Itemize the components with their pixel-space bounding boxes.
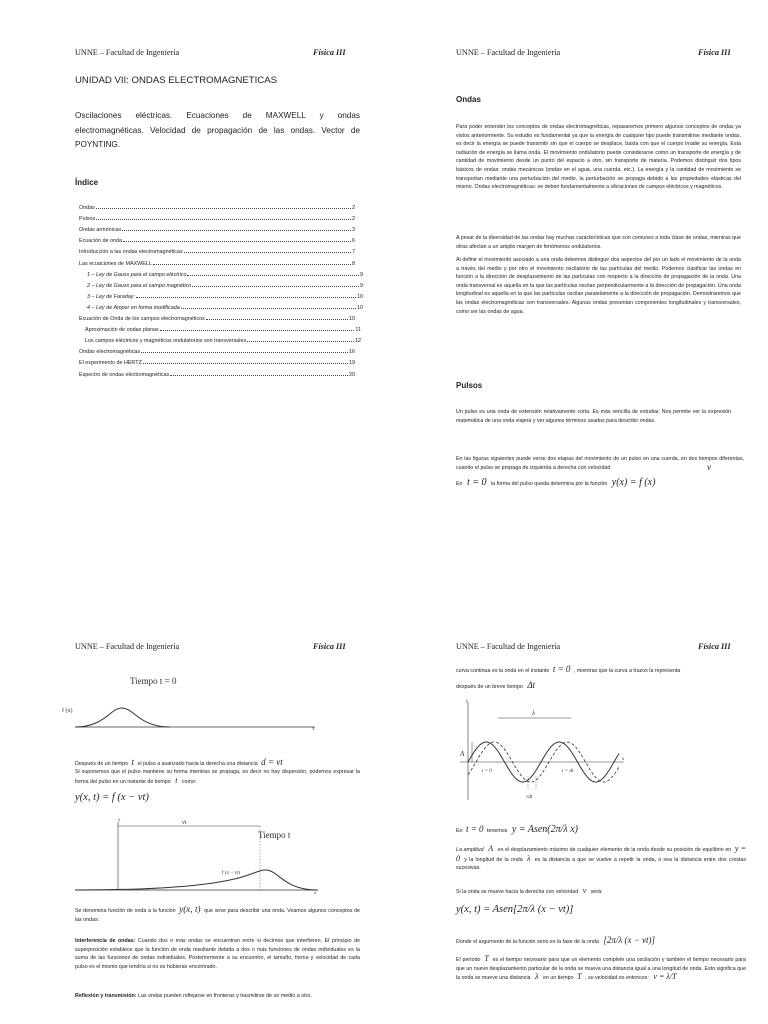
fig1-title: Tiempo t = 0 <box>130 676 177 686</box>
index-leader-dots <box>206 319 348 320</box>
index-leader-dots <box>96 208 351 209</box>
index-row[interactable] <box>79 205 355 211</box>
text-amplitud3: es la distancia a que se vuelve a repetir la onda, o sea la distancia entre dos crestas sucesivas. <box>456 856 746 872</box>
index-leader-dots <box>141 352 348 353</box>
text-move2: será: <box>590 889 603 895</box>
label-interferencia: Interferencia de ondas: <box>75 938 136 944</box>
header-right: Física III <box>313 642 346 651</box>
index-row[interactable] <box>79 261 355 267</box>
text-period4: , su velocidad es entonces: <box>585 975 649 982</box>
fig2-vt: vt <box>182 820 187 826</box>
text-forma: la forma del pulso queda determina por la función <box>490 481 608 487</box>
index-entry-page: 10 <box>357 293 363 300</box>
formula-yxt-small: y(x, t) <box>179 904 201 914</box>
formula-y0: y = 0 <box>456 844 746 863</box>
p3-line2 <box>75 768 360 786</box>
label-reflexion: Reflexión y transmisión: <box>75 993 137 999</box>
index-entry-text: Introducción a las ondas electromagnéticas <box>79 249 183 256</box>
index-entry-page: 7 <box>352 249 355 256</box>
index-leader-dots <box>170 375 348 376</box>
index-row[interactable] <box>79 227 355 233</box>
formula-yx: y(x) = f (x) <box>611 477 656 488</box>
heading-ondas: Ondas <box>456 95 481 104</box>
index-row[interactable] <box>79 294 363 300</box>
var-T2: T <box>577 972 582 982</box>
index-row[interactable] <box>79 349 355 355</box>
p4-line1 <box>456 664 680 674</box>
fig-vdt: vΔt <box>526 795 533 800</box>
index-title: Índice <box>75 178 99 187</box>
text-amplitud: es el desplazamiento máximo de cualquier elemento de la onda desde su posición de equilibrio en <box>497 847 732 853</box>
pulsos-line3 <box>456 477 655 488</box>
p4-move <box>456 886 603 895</box>
index-entry-text: El experimento de HERTZ <box>79 360 142 367</box>
index-row[interactable] <box>79 216 355 222</box>
index-row[interactable] <box>79 372 355 378</box>
header-left: UNNE – Facultad de Ingeniería <box>75 48 180 57</box>
text-avanzado: el pulso a avanzado hacia la derecha una distancia <box>137 761 258 767</box>
index-entry-text: Espectro de ondas electromagnéticas <box>79 371 170 378</box>
pulsos-paragraph-1: Un pulso es una onda de extensión relativamente corta. Es más sencilla de estudiar. Nos permite ver la expresión matemática de una onda viajera y ver algunos términos usados para describir ondas. <box>456 409 731 424</box>
var-t2: t <box>175 775 178 785</box>
formula-eq2: y(x, t) = Asen[2π/λ (x − vt)] <box>456 904 574 915</box>
index-row[interactable] <box>79 272 363 278</box>
fig-t0: t = 0 <box>482 769 492 774</box>
p3-funcion <box>75 905 360 924</box>
index-leader-dots <box>247 341 354 342</box>
unit-intro: Oscilaciones eléctricas. Ecuaciones de MAXWELL y ondas electromagnéticas. Velocidad de propagación de las ondas. Vector de POYNTING. <box>75 111 360 149</box>
index-leader-dots <box>187 275 359 276</box>
index-row[interactable] <box>79 249 355 255</box>
header-right: Física III <box>313 48 346 57</box>
fig2-fx: f (x − vt) <box>222 871 240 876</box>
pulsos-v: v <box>707 462 711 472</box>
index-entry-text: Ondas electromagnéticas <box>79 349 141 356</box>
p4-period <box>456 955 746 983</box>
text-period3: en un tiempo <box>542 975 574 982</box>
pulse-figure-t0 <box>60 662 330 742</box>
fig2-x: x <box>314 891 317 896</box>
p4-line2 <box>456 680 535 690</box>
text-interferencia: Cuando dos o más ondas se encuentran entre si decimos que interfieren. El principio de superposición establece que la función de onda resultante debida a dos o más funciones de ondas individuales es la suma de las funciones de ondas individuales. Posteriormente a su encuentro, el tamaño, forma y velocidad de cada pulso es el mismo que tendría si no se hubieran encontrado. <box>75 938 360 970</box>
page-4 <box>384 512 768 1024</box>
index-entry-page: 6 <box>352 238 355 245</box>
index-entry-page: 3 <box>352 227 355 234</box>
index-leader-dots <box>153 264 351 265</box>
index-row[interactable] <box>79 283 363 289</box>
index-row[interactable] <box>79 327 361 333</box>
index-leader-dots <box>136 297 356 298</box>
index-leader-dots <box>96 219 351 220</box>
formula-t0: t = 0 <box>552 664 571 674</box>
var-T: T <box>484 954 489 963</box>
index-entry-page: 12 <box>355 338 361 345</box>
header-left: UNNE – Facultad de Ingeniería <box>75 642 180 651</box>
fig-tdt: t = Δt <box>562 769 574 774</box>
text-tenemos: tenemos <box>487 828 508 834</box>
formula-eq1: y = Asen(2π/λ x) <box>511 824 579 835</box>
text-period2: es el tiempo necesario para que un elemento complete una oscilación y también el tiempo necesario para que un nuevo desplazamiento particular de la onda se mueva una distancia igual a una longitud de onda. Esto significa que la onda se mueve una distancia <box>456 957 747 982</box>
var-v: v <box>582 886 587 895</box>
text-trazos: , mientras que la curva a trazos la representa <box>573 668 681 674</box>
index-entry-text: 4 – Ley de Amper en forma modificada <box>87 304 180 311</box>
index-row[interactable] <box>79 360 355 366</box>
index-leader-dots <box>123 241 351 242</box>
var-lambda: λ <box>526 853 531 863</box>
ondas-paragraph-3: Al definir el movimiento asociado a una onda debemos distinguir dos aspectos del por un lado el movimiento de la onda a través del medio y por otro el movimiento oscilatorio de las partículas del medio. Podemos clasificar las ondas en función a la dirección de desplazamiento de las partículas con respecto a la dirección de propagación de la onda. Una onda transversal es aquella en la que las partículas oscilan perpendicularmente a la dirección de propagación. Una onda longitudinal es aquella en la que las partículas oscilan paralelamente a la dirección de propagación. Demostraremos que las ondas electromagnéticas son transversales. Algunas ondas presentan componentes longitudinales y transversales, como ser las ondas de agua. <box>456 257 741 315</box>
index-entry-page: 16 <box>349 349 355 356</box>
formula-v: v = λ/T <box>653 972 677 982</box>
header-left: UNNE – Facultad de Ingeniería <box>456 48 561 57</box>
index-row[interactable] <box>79 316 355 322</box>
index-leader-dots <box>143 363 348 364</box>
index-entry-text: Aproximación de ondas planas <box>85 327 159 334</box>
p4-argument <box>456 935 655 945</box>
fig2-y: y <box>118 818 121 823</box>
formula-dt: Δt <box>527 680 536 690</box>
text-argument: Donde el argumento de la función seno es la fase de la onda <box>456 939 599 945</box>
fig-x: x <box>622 757 625 762</box>
index-leader-dots <box>181 308 356 309</box>
index-entry-page: 2 <box>352 205 355 211</box>
heading-pulsos: Pulsos <box>456 381 483 390</box>
index-entry-text: Ecuación de Onda de los campos electromagnéticos <box>79 316 205 322</box>
formula-arg: [2π/λ (x − vt)] <box>603 935 656 945</box>
var-lambda2: λ <box>535 972 539 982</box>
index-entry-text: Ondas armónicas <box>79 227 122 234</box>
formula-t0: t = 0 <box>466 477 487 488</box>
ondas-paragraph-2: A pesar de la diversidad de las ondas hay muchas características que son comunes a toda clase de ondas, mientras que otras afectan a un amplio margen de fenómenos ondulatorios. <box>456 235 741 250</box>
formula-t0b: t = 0 <box>465 824 484 834</box>
pulse-curve <box>75 870 318 890</box>
pulsos-paragraph-2: En las figuras siguientes puede verse dos etapas del movimiento de un pulso en una cuerda, en dos tiempos diferentas, cuando el pulso se propaga de izquierda a derecha con velocidad <box>456 456 744 471</box>
index-entry-page: 10 <box>349 316 355 322</box>
text-despues: después de un breve tiempo <box>456 684 523 690</box>
index-leader-dots <box>160 330 355 331</box>
index-entry-page: 9 <box>360 271 363 278</box>
text-como: como: <box>181 778 197 785</box>
index-row[interactable] <box>79 305 363 311</box>
fig-A: A <box>460 750 465 758</box>
harmonic-wave-figure <box>454 696 634 806</box>
text-suponemos: Si suponemos que el pulso mantiene su forma mientras se propaga, es decir no hay dispersión, podemos expresar la forma del pulso en un instante de tiempo <box>75 769 360 785</box>
header-right: Física III <box>698 642 731 651</box>
text-period: El período <box>456 957 481 963</box>
index-entry-text: Ecuación de onda <box>79 238 123 245</box>
page-3 <box>0 512 384 1024</box>
index-entry-text: Las ecuaciones de MAXWELL <box>79 260 152 267</box>
unit-title: UNIDAD VII: ONDAS ELECTROMAGNETICAS <box>75 75 278 86</box>
index-entry-text: Pulsos <box>79 216 96 223</box>
index-entry-page: 8 <box>352 260 355 267</box>
index-leader-dots <box>192 286 359 287</box>
header-right: Física III <box>698 48 731 57</box>
index-row[interactable] <box>79 338 361 344</box>
index-leader-dots <box>122 230 351 231</box>
index-entry-page: 9 <box>360 282 363 289</box>
text-funcion: Se denomina función de onda a la función <box>75 908 176 914</box>
p4-en-tenemos <box>456 824 578 835</box>
header-left: UNNE – Facultad de Ingeniería <box>456 642 561 651</box>
index-entry-text: Los campos eléctricos y magnéticos ondulatorios son transversales <box>85 338 247 345</box>
var-A: A <box>488 844 494 853</box>
text-en: En <box>456 828 463 834</box>
fig2-title: Tiempo t <box>258 830 291 840</box>
text-move: Si la onda se mueve hacia la derecha con velocidad <box>456 889 579 895</box>
text-funcion2: que sirve para describir una onda. Veamos algunos conceptos de las ondas: <box>75 908 360 923</box>
index-row[interactable] <box>79 238 355 244</box>
text-despues: Después de un tiempo <box>75 761 129 767</box>
p3-reflexion <box>75 992 360 1001</box>
index-entry-text: Ondas <box>79 205 95 211</box>
page-2 <box>384 0 768 512</box>
index-entry-page: 10 <box>357 304 363 311</box>
index-entry-page: 19 <box>349 360 355 367</box>
fig-y: y <box>466 699 469 704</box>
var-t: t <box>131 757 135 767</box>
pulse-figure-t <box>60 812 330 902</box>
formula-d: d = vt <box>261 757 283 767</box>
index-entry-text: 2 – Ley de Gauss para el campo magnético <box>87 282 192 289</box>
text-en: En <box>456 481 463 487</box>
index-entry-text: 1 – Ley de Gauss para el campo eléctrico <box>87 271 187 278</box>
index-entry-page: 20 <box>349 371 355 378</box>
label-amplitud: La amplitud <box>456 847 484 853</box>
pulse-curve <box>75 708 170 727</box>
index-entry-page: 11 <box>355 327 361 334</box>
p4-amplitud <box>456 845 746 873</box>
text-curva: curva continua es la onda en el instante <box>456 668 550 674</box>
index-leader-dots <box>184 252 351 253</box>
index-entry-text: 3 – Ley de Faraday: <box>87 293 135 300</box>
ondas-paragraph-1: Para poder entender los conceptos de ondas electromagnéticas, repasaremos primero algunos conceptos de ondas ya vistos anteriormente. Su estudio es fundamental ya que la energía de cualquier tipo puede transmitirse mediante ondas, es decir la energía se puede transmitir sin que el cuerpo se desplace, basta con que el cuerpo irradie su energía. Esta radiación de energía se llama onda. El movimiento ondulatorio puede considerarse como un transporte de energía y de cantidad de movimiento desde un punto del espacio a otro, sin transporte de materia. Podemos distinguir dos tipos básicos de ondas: ondas mecánicas (ondas en el agua, una cuerda, etc.). La energía y la cantidad de movimiento se transportan mediante una perturbación del medio, la perturbación se propaga debido a las propiedades elásticas del mismo. Ondas electromagnéticas: se deben fundamentalmente a vibraciones de campos eléctricos y magnéticos. <box>456 124 741 191</box>
text-reflexion: Las ondas pueden reflejarse en fronteras y trasmitirse de un medio a otro. <box>138 993 312 999</box>
page-1 <box>0 0 384 512</box>
index-entry-page: 2 <box>352 216 355 223</box>
p3-line1 <box>75 757 283 767</box>
fig1-xlabel: x <box>312 727 315 732</box>
text-amplitud2: y la longitud de la onda <box>464 856 523 863</box>
fig-lambda: λ <box>532 709 536 717</box>
p3-interferencia <box>75 937 360 971</box>
fig1-ylabel: f (x) <box>62 708 73 714</box>
formula-yxt: y(x, t) = f (x − vt) <box>75 792 149 803</box>
